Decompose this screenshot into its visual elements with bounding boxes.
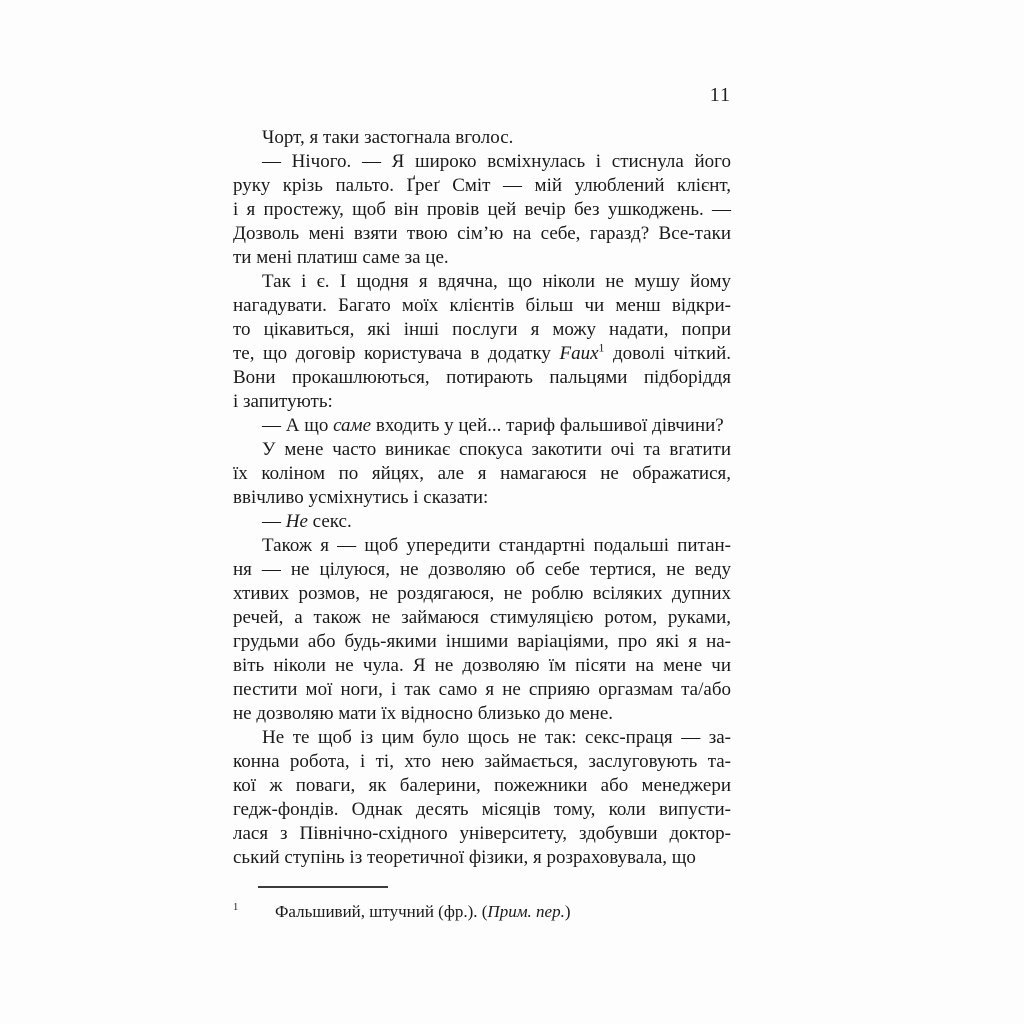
paragraph xyxy=(233,414,731,438)
text-line: віть ніколи не чула. Я не дозволяю їм пісяти на мене чи xyxy=(233,655,731,676)
footnote-text: Фальшивий, штучний (фр.). (Прим. пер.) xyxy=(275,902,571,921)
paragraph xyxy=(233,510,731,534)
paragraph xyxy=(233,150,731,270)
paragraph xyxy=(233,534,731,726)
text-line: те, що договір користувача в додатку Faux$^1$ доволі чіткий. xyxy=(233,341,731,364)
text-line: Також я — щоб упередити стандартні подальші питан- xyxy=(262,535,731,556)
text-line: речей, а також не займаюся стимуляцією ротом, руками, xyxy=(233,607,731,628)
text-line: нагадувати. Багато моїх клієнтів більш чи менш відкри- xyxy=(233,295,731,316)
text-line: то цікавиться, які інші послуги я можу надати, попри xyxy=(233,319,731,340)
text-line: і запитують: xyxy=(233,391,333,412)
page-body xyxy=(233,126,731,870)
text-line: кої ж поваги, як балерини, пожежники або менеджери xyxy=(233,775,731,796)
footnote: 1 Фальшивий, штучний (фр.). (Прим. пер.) xyxy=(233,902,571,921)
text-line: Дозволь мені взяти твою сім’ю на себе, гаразд? Все-таки xyxy=(233,223,731,244)
text-line: У мене часто виникає спокуса закотити очі та вгатити xyxy=(262,439,731,460)
text-line: Чорт, я таки застогнала вголос. xyxy=(262,127,514,148)
page-number: 11 xyxy=(709,84,731,106)
text-line: пестити мої ноги, і так само я не сприяю оргазмам та/або xyxy=(233,679,731,700)
text-line: — А що саме входить у цей... тариф фальшивої дівчини? xyxy=(262,415,724,436)
text-line: не дозволяю мати їх відносно близько до мене. xyxy=(233,703,614,724)
text-line: — Нічого. — Я широко всміхнулась і стиснула його xyxy=(262,151,731,172)
text-line: Вони прокашлюються, потирають пальцями підборіддя xyxy=(233,367,731,388)
text-line: ти мені платиш саме за це. xyxy=(233,247,449,268)
text-line: Так і є. І щодня я вдячна, що ніколи не мушу йому xyxy=(262,271,731,292)
paragraph xyxy=(233,126,731,150)
text-line: хтивих розмов, не роздягаюся, не роблю всіляких дупних xyxy=(233,583,731,604)
paragraph xyxy=(233,270,731,414)
text-line: ввічливо усміхнутись і сказати: xyxy=(233,487,489,508)
text-line: гедж-фондів. Однак десять місяців тому, коли випусти- xyxy=(233,799,731,820)
paragraph xyxy=(233,438,731,510)
text-line: конна робота, і ті, хто нею займається, заслуговують та- xyxy=(233,751,731,772)
text-line: Не те щоб із цим було щось не так: секс-праця — за- xyxy=(262,727,731,748)
text-line: лася з Північно-східного університету, здобувши доктор- xyxy=(233,823,731,844)
text-line: грудьми або будь-якими іншими варіаціями, про які я на- xyxy=(233,631,731,652)
text-line: ня — не цілуюся, не дозволяю об себе тертися, не веду xyxy=(233,559,731,580)
text-line: їх коліном по яйцях, але я намагаюся не ображатися, xyxy=(233,463,731,484)
text-line: і я простежу, щоб він провів цей вечір без ушкоджень. — xyxy=(233,199,731,220)
text-line: — Не секс. xyxy=(262,511,352,532)
paragraph xyxy=(233,726,731,870)
text-line: руку крізь пальто. Ґреґ Сміт — мій улюблений клієнт, xyxy=(233,175,731,196)
footnote-divider xyxy=(258,886,388,888)
text-line: ський ступінь із теоретичної фізики, я розраховувала, що xyxy=(233,847,696,868)
